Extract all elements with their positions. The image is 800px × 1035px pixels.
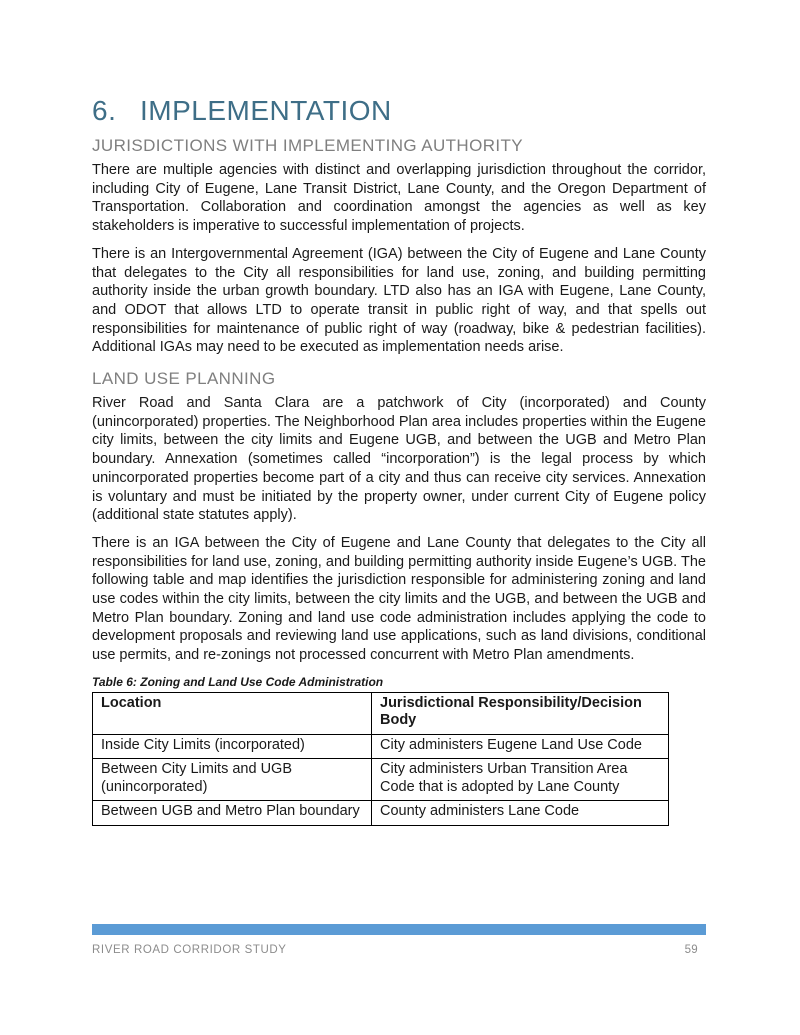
table-cell-responsibility-1: City administers Eugene Land Use Code: [372, 734, 669, 759]
table-row: [93, 801, 669, 826]
table-row: [93, 759, 669, 801]
footer-page-number: 59: [684, 944, 698, 956]
page-title-number: 6.: [92, 95, 117, 126]
paragraph-land-use-2: There is an IGA between the City of Eugene and Lane County that delegates to the City all responsibilities for land use, zoning, and building permitting authority inside Eugene’s UGB. The following table and map identifies the jurisdiction responsible for administering zoning and land use codes within the city limits, between the city limits and the UGB, and between the UGB and Metro Plan boundary. Zoning and land use code administration includes applying the code to development proposals and reviewing land use applications, such as land divisions, conditional use permits, and re-zonings not processed concurrent with Metro Plan amendments.: [92, 534, 706, 664]
footer-accent-bar: [92, 924, 706, 935]
column-header-jurisdictional-responsibility: Jurisdictional Responsibility/Decision Body: [372, 692, 669, 734]
table-cell-responsibility-2: City administers Urban Transition Area Code that is adopted by Lane County: [372, 759, 669, 801]
page-title: [92, 95, 706, 127]
zoning-administration-table: [92, 692, 669, 826]
paragraph-land-use-1: River Road and Santa Clara are a patchwork of City (incorporated) and County (unincorporated) properties. The Neighborhood Plan area includes properties within the Eugene city limits, between the city limits and Eugene UGB, and between the UGB and Metro Plan boundary. Annexation (sometimes called “incorporation”) is the legal process by which unincorporated properties become part of a city and thus can receive city services. Annexation is voluntary and must be initiated by the property owner, under current City of Eugene policy (additional state statutes apply).: [92, 395, 706, 524]
section-heading-land-use-planning: LAND USE PLANNING: [92, 369, 276, 389]
paragraph-jurisdictions-2: There is an Intergovernmental Agreement (IGA) between the City of Eugene and Lane County that delegates to the City all responsibilities for land use, zoning, and building permitting authority inside the urban growth boundary. LTD also has an IGA with Eugene, Lane County, and ODOT that allows LTD to operate transit in public right of way, and that spells out responsibilities for maintenance of public right of way (roadway, bike & pedestrian facilities). Additional IGAs may need to be executed as implementation needs arise.: [92, 245, 706, 356]
table-cell-location-3: Between UGB and Metro Plan boundary: [93, 801, 372, 826]
footer-text-row: [92, 944, 706, 957]
page-title-text: IMPLEMENTATION: [140, 95, 392, 126]
footer-document-title: RIVER ROAD CORRIDOR STUDY: [92, 944, 287, 956]
section-heading-jurisdictions: JURISDICTIONS WITH IMPLEMENTING AUTHORITY: [92, 136, 524, 155]
table-cell-responsibility-3: County administers Lane Code: [372, 801, 669, 826]
table-cell-location-1: Inside City Limits (incorporated): [93, 734, 372, 759]
page-content: [92, 95, 706, 826]
table-caption: Table 6: Zoning and Land Use Code Administration: [92, 674, 384, 689]
table-header-row: [93, 692, 669, 734]
table-cell-location-2: Between City Limits and UGB (unincorporated): [93, 759, 372, 801]
table-row: [93, 734, 669, 759]
column-header-location: Location: [93, 692, 372, 734]
paragraph-jurisdictions-1: There are multiple agencies with distinct and overlapping jurisdiction throughout the corridor, including City of Eugene, Lane Transit District, Lane County, and the Oregon Department of Transportation. Collaboration and coordination amongst the agencies as well as key stakeholders is imperative to successful implementation of projects.: [92, 162, 706, 235]
page-footer: [92, 924, 706, 957]
